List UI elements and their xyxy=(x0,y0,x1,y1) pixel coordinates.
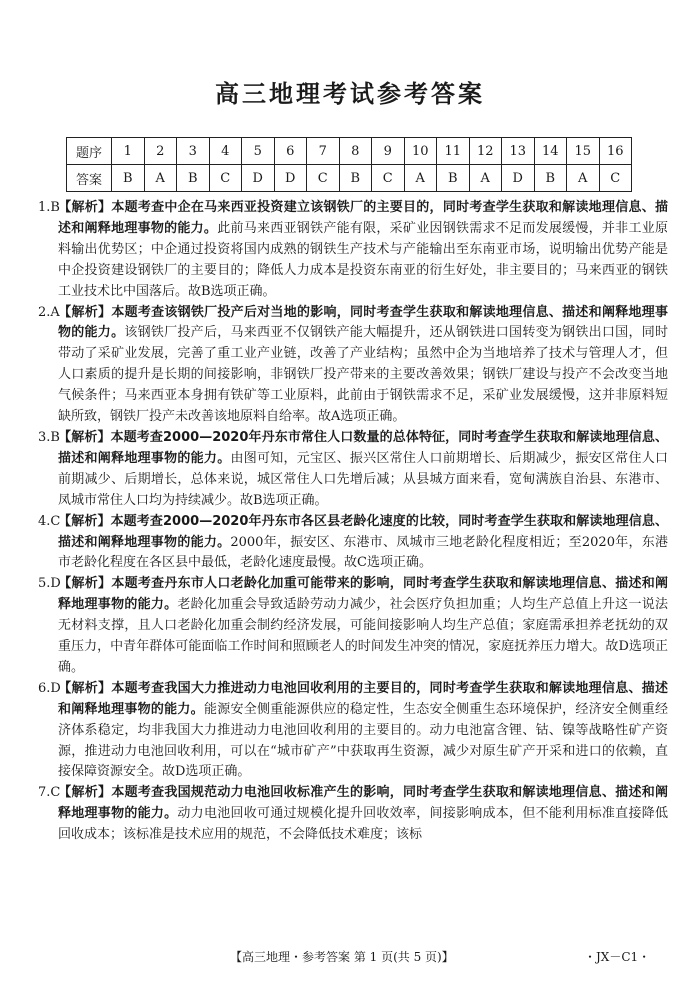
question-lead: 本题考查2000—2020年丹东市各区县老龄化速度的比较，同时考查学生获取和解读地理信息、描述和阐释地理事物的能力。 xyxy=(58,513,668,550)
analysis-tag: 【解析】 xyxy=(58,200,112,215)
question-number: 4.C xyxy=(38,513,61,529)
question-lead: 本题考查2000—2020年丹东市常住人口数量的总体特征，同时考查学生获取和解读地理信息、描述和阐释地理事物的能力。 xyxy=(58,429,668,466)
analysis-tag: 【解析】 xyxy=(58,513,111,529)
table-cell: C xyxy=(307,165,340,192)
question-text: 老龄化加重会导致适龄劳动力减少，社会医疗负担加重；人均生产总值上升这一说法无材料支撑，且人口老龄化加重会制约经济发展，可能间接影响人均生产总值；家庭需承担养老抚幼的双重压力，中青年群体可能面临工作时间和照顾老人的时间发生冲突的情况，家庭抚养压力增大。故D选项正确。 xyxy=(58,597,668,675)
table-cell: C xyxy=(599,165,632,192)
table-cell: 1 xyxy=(112,138,145,165)
analysis-tag: 【解析】 xyxy=(58,304,112,320)
table-cell: D xyxy=(274,165,307,192)
table-row-answers xyxy=(67,165,632,192)
question-2 xyxy=(38,303,668,428)
table-cell: 10 xyxy=(404,138,437,165)
question-text: 2000年，振安区、东港市、凤城市三地老龄化程度相近；至2020年，东港市老龄化程度在各区县中最低，老龄化速度最慢。故C选项正确。 xyxy=(58,534,668,571)
table-cell: C xyxy=(372,165,405,192)
question-lead: 本题考查中企在马来西亚投资建立该钢铁厂的主要目的，同时考查学生获取和解读地理信息、描述和阐释地理事物的能力。 xyxy=(58,200,668,236)
question-lead: 本题考查我国大力推进动力电池回收利用的主要目的，同时考查学生获取和解读地理信息、描述和阐释地理事物的能力。 xyxy=(58,680,668,717)
table-cell: 8 xyxy=(339,138,372,165)
table-cell: A xyxy=(469,165,502,192)
table-cell: 12 xyxy=(469,138,502,165)
question-5 xyxy=(38,574,668,679)
table-cell: A xyxy=(567,165,600,192)
question-text: 动力电池回收可通过规模化提升回收效率，间接影响成本，但不能利用标准直接降低回收成本；该标准是技术应用的规范，不会降低技术难度；该标 xyxy=(58,806,668,843)
table-cell: B xyxy=(437,165,470,192)
table-cell: D xyxy=(502,165,535,192)
answer-table xyxy=(66,137,632,192)
question-7 xyxy=(38,783,668,846)
table-cell: 7 xyxy=(307,138,340,165)
question-lead: 本题考查丹东市人口老龄化加重可能带来的影响，同时考查学生获取和解读地理信息、描述和阐释地理事物的能力。 xyxy=(58,576,668,613)
analysis-tag: 【解析】 xyxy=(58,429,111,445)
question-number: 3.B xyxy=(38,429,60,445)
question-lead: 本题考查该钢铁厂投产后对当地的影响，同时考查学生获取和解读地理信息、描述和阐释地理事物的能力。 xyxy=(58,304,668,341)
footer-page-info: 【高三地理・参考答案 第 1 页(共 5 页)】 xyxy=(230,950,454,964)
table-row-header xyxy=(67,138,632,165)
table-cell: 3 xyxy=(177,138,210,165)
analysis-tag: 【解析】 xyxy=(58,680,112,696)
table-cell: B xyxy=(534,165,567,192)
table-cell: 9 xyxy=(372,138,405,165)
analysis-tag: 【解析】 xyxy=(58,576,112,592)
table-cell: 16 xyxy=(599,138,632,165)
question-number: 6.D xyxy=(38,680,61,696)
table-cell: C xyxy=(209,165,242,192)
question-text: 此前马来西亚钢铁产能有限，采矿业因钢铁需求不足而发展缓慢，并非工业原料输出优势区；中企通过投资将国内成熟的钢铁生产技术与产能输出至东南亚市场，说明输出优势产能是中企投资建设钢铁厂的主要目的；降低人力成本是投资东南亚的衍生好处，非主要目的；马来西亚的钢铁工业技术比中国落后。故B选项正确。 xyxy=(58,220,668,299)
table-cell: D xyxy=(242,165,275,192)
question-number: 5.D xyxy=(38,576,61,592)
question-number: 2.A xyxy=(38,304,60,320)
table-cell: 15 xyxy=(567,138,600,165)
table-cell: 11 xyxy=(437,138,470,165)
table-cell: 2 xyxy=(144,138,177,165)
question-number: 7.C xyxy=(38,785,61,801)
table-cell: B xyxy=(177,165,210,192)
page-title: 高三地理考试参考答案 xyxy=(215,80,485,108)
table-cell: 14 xyxy=(534,138,567,165)
analysis-tag: 【解析】 xyxy=(58,785,112,801)
answer-explanations xyxy=(38,198,668,846)
table-cell: 6 xyxy=(274,138,307,165)
table-cell: B xyxy=(339,165,372,192)
table-cell: 题序 xyxy=(67,138,112,165)
table-cell: A xyxy=(144,165,177,192)
question-1 xyxy=(38,198,668,303)
question-number: 1.B xyxy=(38,200,60,215)
table-cell: 13 xyxy=(502,138,535,165)
question-3 xyxy=(38,428,668,512)
table-cell: B xyxy=(112,165,145,192)
question-lead: 本题考查我国规范动力电池回收标准产生的影响，同时考查学生获取和解读地理信息、描述和阐释地理事物的能力。 xyxy=(58,785,668,822)
table-cell: 5 xyxy=(242,138,275,165)
table-cell: 4 xyxy=(209,138,242,165)
table-cell: 答案 xyxy=(67,165,112,192)
footer-code: ・JX－C1・ xyxy=(584,950,651,964)
question-4 xyxy=(38,512,668,575)
table-cell: A xyxy=(404,165,437,192)
question-text: 该钢铁厂投产后，马来西亚不仅钢铁产能大幅提升，还从钢铁进口国转变为钢铁出口国，同时带动了采矿业发展，完善了重工业产业链，改善了产业结构；虽然中企为当地培养了技术与管理人才，但人口素质的提升是长期的间接影响，非钢铁厂投产带来的主要改善效果；钢铁厂建设与投产不会改变当地气候条件；马来西亚本身拥有铁矿等工业原料，此前由于钢铁需求不足，采矿业发展缓慢，这并非原料短缺所致，钢铁厂投产未改善该地原料自给率。故A选项正确。 xyxy=(58,325,668,425)
question-text: 由图可知，元宝区、振兴区常住人口前期增长、后期减少，振安区常住人口前期减少、后期增长，总体来说，城区常住人口先增后减；从县城方面来看，宽甸满族自治县、东港市、凤城市常住人口均为持续减少。故B选项正确。 xyxy=(58,450,668,508)
question-6 xyxy=(38,679,668,784)
question-text: 能源安全侧重能源供应的稳定性，生态安全侧重生态环境保护，经济安全侧重经济体系稳定，均非我国大力推进动力电池回收利用的主要目的。动力电池富含锂、钴、镍等战略性矿产资源，推进动力电池回收利用，可以在“城市矿产”中获取再生资源，减少对原生矿产开采和进口的依赖，直接保障资源安全。故D选项正确。 xyxy=(58,701,668,780)
